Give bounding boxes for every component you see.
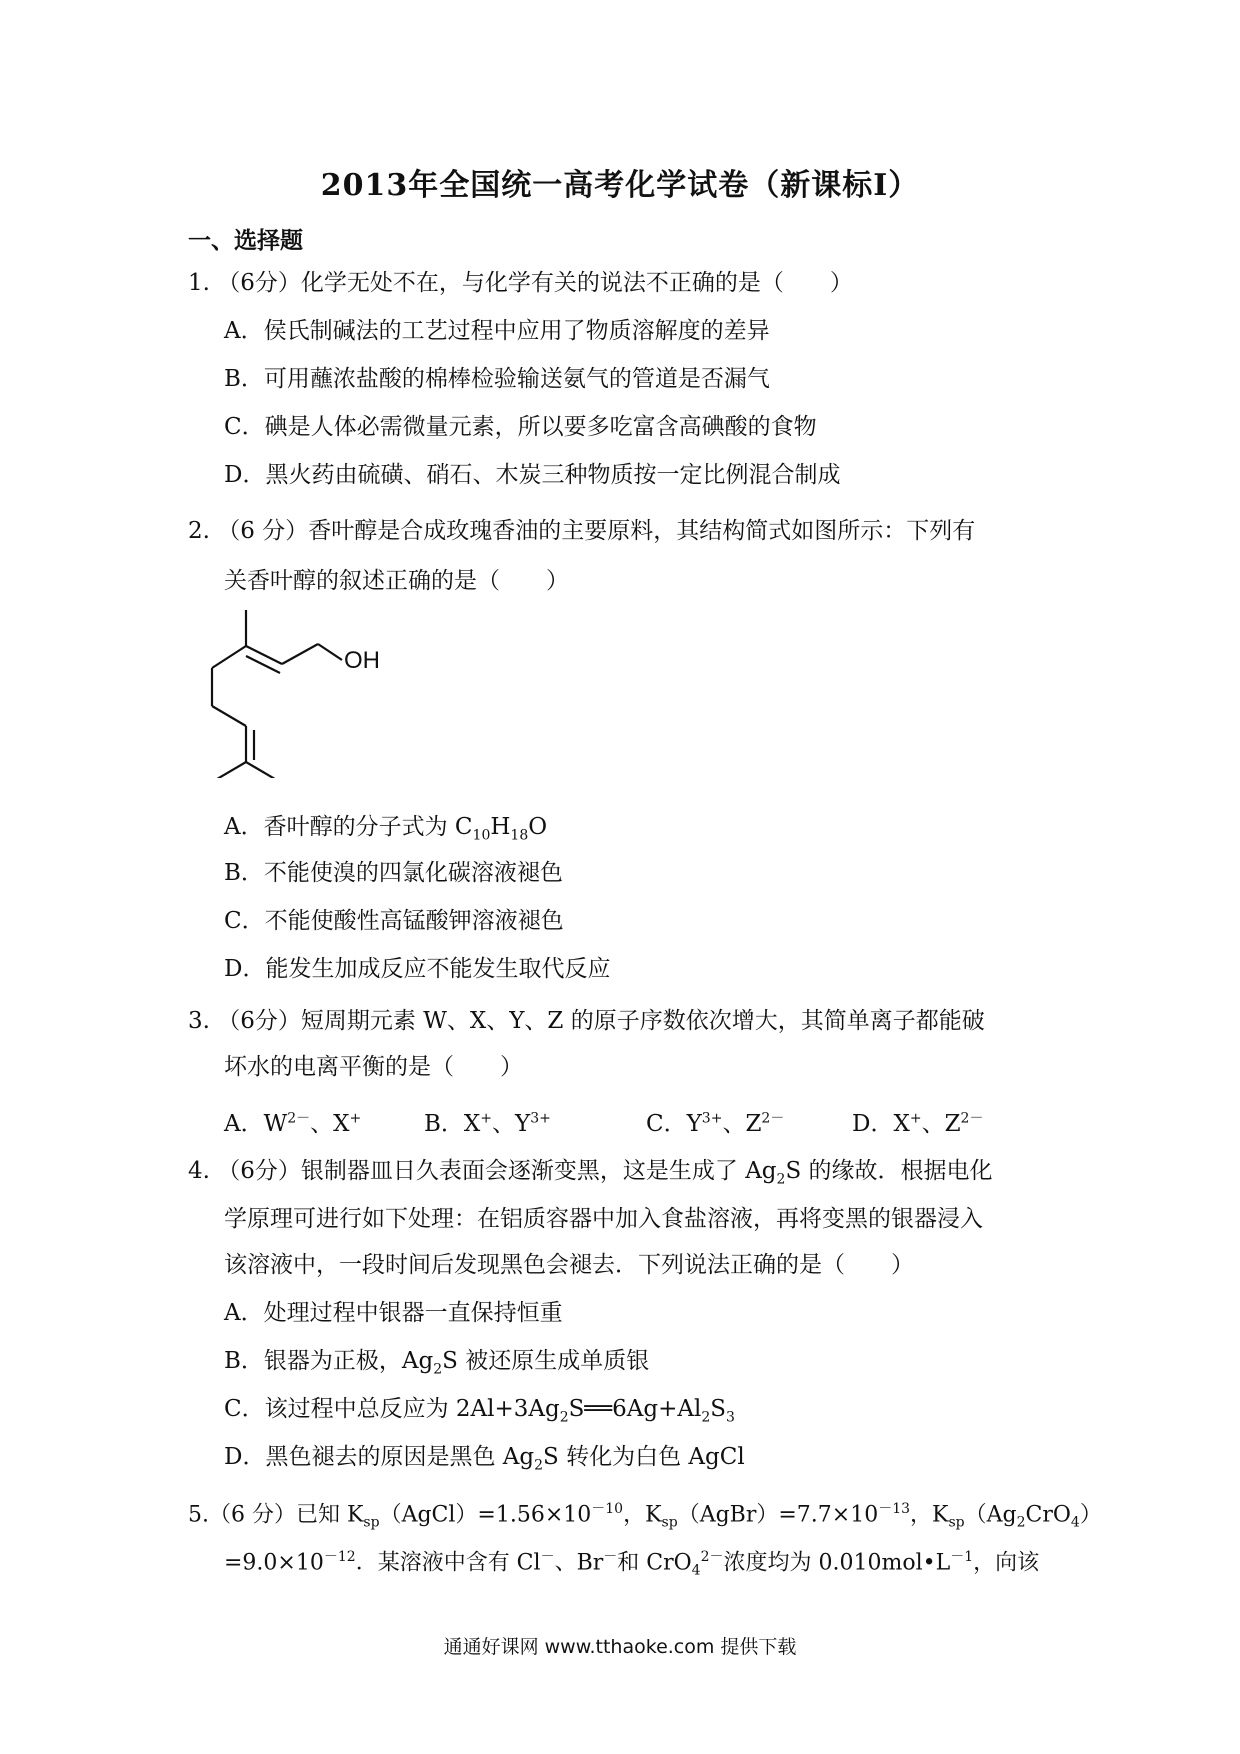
bond-chain-3 [212, 706, 246, 726]
question-3-option-b: B．X+、$Y^{3+}$ [424, 1110, 551, 1137]
question-2-stem-line1: 2. （6 分）香叶醇是合成玫瑰香油的主要原料，其结构简式如图所示：下列有 [188, 518, 976, 544]
bond-double-upper [246, 646, 282, 664]
question-2-option-c: C．不能使酸性高锰酸钾溶液褪色 [224, 908, 564, 934]
section-heading: 一、选择题 [188, 227, 303, 254]
bond-chain-1 [212, 646, 246, 668]
bond-to-oh [318, 644, 342, 660]
question-2-stem-line2: 关香叶醇的叙述正确的是（ ） [224, 568, 569, 594]
question-4-option-d: D．黑色褪去的原因是黑色 $Ag_2S$ 转化为白色 AgCl [224, 1444, 745, 1474]
question-1-option-c: C．碘是人体必需微量元素，所以要多吃富含高碘酸的食物 [224, 414, 817, 440]
question-4-stem-line1: 4. （6分）银制器皿日久表面会逐渐变黑，这是生成了 $Ag_2S$ 的缘故．根据电化 [188, 1158, 993, 1188]
question-4-option-c: C．该过程中总反应为 $2Al+3Ag_2S══6Ag+Al_2S_3$ [224, 1396, 735, 1426]
question-1-option-a: A．侯氏制碱法的工艺过程中应用了物质溶解度的差异 [224, 318, 770, 344]
question-2-option-a: A．香叶醇的分子式为 $C_{10}H_{18}O$ [224, 814, 548, 844]
bond-methyl-left [212, 762, 246, 778]
question-1-option-b: B．可用蘸浓盐酸的棉棒检验输送氨气的管道是否漏气 [224, 366, 770, 392]
question-3-option-d: D．X+、$Z^{2-}$ [852, 1110, 984, 1137]
question-2-option-b: B．不能使溴的四氯化碳溶液褪色 [224, 860, 563, 886]
question-3-stem-line1: 3. （6分）短周期元素 W、X、Y、Z 的原子序数依次增大，其简单离子都能破 [188, 1008, 985, 1034]
bond-methyl-right [246, 762, 280, 778]
question-4-option-a: A．处理过程中银器一直保持恒重 [224, 1300, 563, 1326]
question-2-option-d: D．能发生加成反应不能发生取代反应 [224, 956, 611, 982]
oh-group-label: OH [344, 647, 380, 674]
question-1-option-d: D．黑火药由硫磺、硝石、木炭三种物质按一定比例混合制成 [224, 462, 841, 488]
question-4-stem-line3: 该溶液中，一段时间后发现黑色会褪去．下列说法正确的是（ ） [224, 1252, 914, 1278]
bond-double-upper-inner [246, 656, 280, 673]
question-4-option-b: B．银器为正极，$Ag_2S$ 被还原生成单质银 [224, 1348, 650, 1378]
question-3-stem-line2: 坏水的电离平衡的是（ ） [224, 1054, 523, 1080]
question-5-stem-line1: 5.（6 分）已知 $K_{sp}(AgCl)=1.56\times 10^{-10}$，$K_{sp}(AgBr)=7.7\times 10^{-13}$，$K_{sp}(Ag_2CrO_4)$ [188, 1501, 1102, 1531]
question-1-stem: 1. （6分）化学无处不在，与化学有关的说法不正确的是（ ） [188, 270, 853, 296]
question-3-option-a: A．$W^{2-}$、X+ [224, 1110, 362, 1137]
page-title: 2013年全国统一高考化学试卷（新课标I） [320, 168, 920, 203]
geraniol-structure-diagram [200, 598, 400, 778]
question-5-stem-line2: $=9.0\times 10^{-12}$．某溶液中含有 Cl－、Br－和 CrO$_4^{2-}$浓度均为 $0.010mol•L^{-1}$，向该 [224, 1549, 1040, 1579]
question-4-stem-line2: 学原理可进行如下处理：在铝质容器中加入食盐溶液，再将变黑的银器浸入 [224, 1206, 983, 1232]
bond-ch2 [282, 644, 318, 664]
question-3-option-c: C．$Y^{3+}$、$Z^{2-}$ [646, 1110, 785, 1137]
page-footer: 通通好课网 www.tthaoke.com 提供下载 [443, 1636, 797, 1658]
